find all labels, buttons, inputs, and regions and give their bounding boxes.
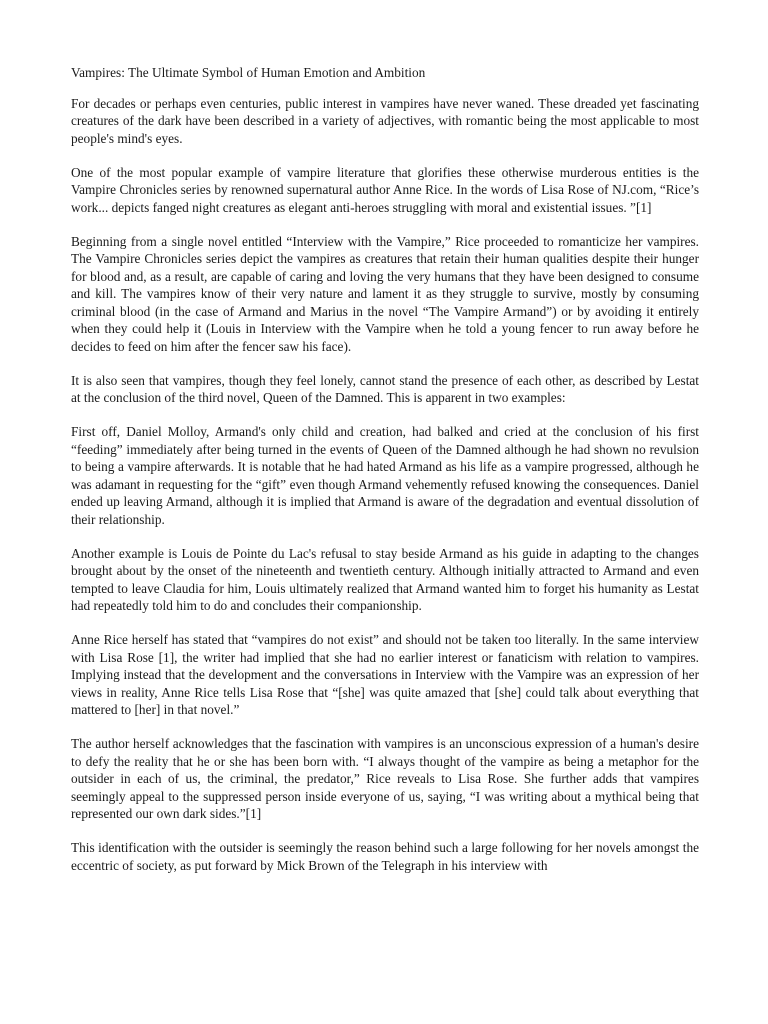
- paragraph-9: This identification with the outsider is seemingly the reason behind such a large following for her novels amongst the eccentric of society, as put forward by Mick Brown of the Telegraph in his interview with: [71, 840, 699, 873]
- paragraph-3: Beginning from a single novel entitled “Interview with the Vampire,” Rice proceeded to romanticize her vampires. The Vampire Chronicles series depict the vampires as creatures that retain their human qualities despite their hunger for blood and, as a result, are capable of caring and loving the very humans that they have been designed to consume and kill. The vampires know of their very nature and lament it as they struggle to survive, mostly by consuming criminal blood (in the case of Armand and Marius in the novel “The Vampire Armand”) or by avoiding it entirely when they could help it (Louis in Interview with the Vampire when he told a young fencer to run away before he decides to feed on him after the fencer saw his face).: [71, 233, 699, 354]
- paragraph-8: The author herself acknowledges that the fascination with vampires is an unconscious expression of a human's desire to defy the reality that he or she has been born with. “I always thought of the vampire as being a metaphor for the outsider in each of us, the criminal, the predator,” Rice reveals to Lisa Rose. She further adds that vampires seemingly appeal to the suppressed person inside everyone of us, saying, “I was writing about a mythical being that represented our own dark sides.”[1]: [71, 736, 699, 821]
- paragraph-2: One of the most popular example of vampire literature that glorifies these otherwise murderous entities is the Vampire Chronicles series by renowned supernatural author Anne Rice. In the words of Lisa Rose of NJ.com, “Rice’s work... depicts fanged night creatures as elegant anti-heroes struggling with moral and existential issues. ”[1]: [71, 164, 699, 215]
- paragraph-5: First off, Daniel Molloy, Armand's only child and creation, had balked and cried at the conclusion of his first “feeding” immediately after being turned in the events of Queen of the Damned although he had shown no revulsion to being a vampire afterwards. It is notable that he had hated Armand as his life as a vampire progressed, although he was adamant in requesting for the “gift” even though Armand vehemently refused knowing the consequences. Daniel ended up leaving Armand, although it is implied that Armand is aware of the degradation and eventual dissolution of their relationship.: [71, 424, 699, 527]
- document-title: Vampires: The Ultimate Symbol of Human Emotion and Ambition: [71, 65, 426, 80]
- document-page: [71, 64, 699, 891]
- paragraph-4: It is also seen that vampires, though they feel lonely, cannot stand the presence of each other, as described by Lestat at the conclusion of the third novel, Queen of the Damned. This is apparent in two examples:: [71, 372, 699, 405]
- paragraph-7: Anne Rice herself has stated that “vampires do not exist” and should not be taken too literally. In the same interview with Lisa Rose [1], the writer had implied that she had no earlier interest or fanaticism with relation to vampires. Implying instead that the development and the conversations in Interview with the Vampire was an expression of her views in reality, Anne Rice tells Lisa Rose that “[she] was quite amazed that [she] could talk about everything that mattered to [her] in that novel.”: [71, 632, 699, 717]
- paragraph-6: Another example is Louis de Pointe du Lac's refusal to stay beside Armand as his guide in adapting to the changes brought about by the onset of the nineteenth and twentieth century. Although initially attracted to Armand and even tempted to leave Claudia for him, Louis ultimately realized that Armand wanted him to forget his humanity as Lestat had repeatedly told him to do and concludes their companionship.: [71, 545, 699, 613]
- paragraph-1: For decades or perhaps even centuries, public interest in vampires have never waned. These dreaded yet fascinating creatures of the dark have been described in a variety of adjectives, with romantic being the most applicable to most people's mind's eyes.: [71, 95, 699, 146]
